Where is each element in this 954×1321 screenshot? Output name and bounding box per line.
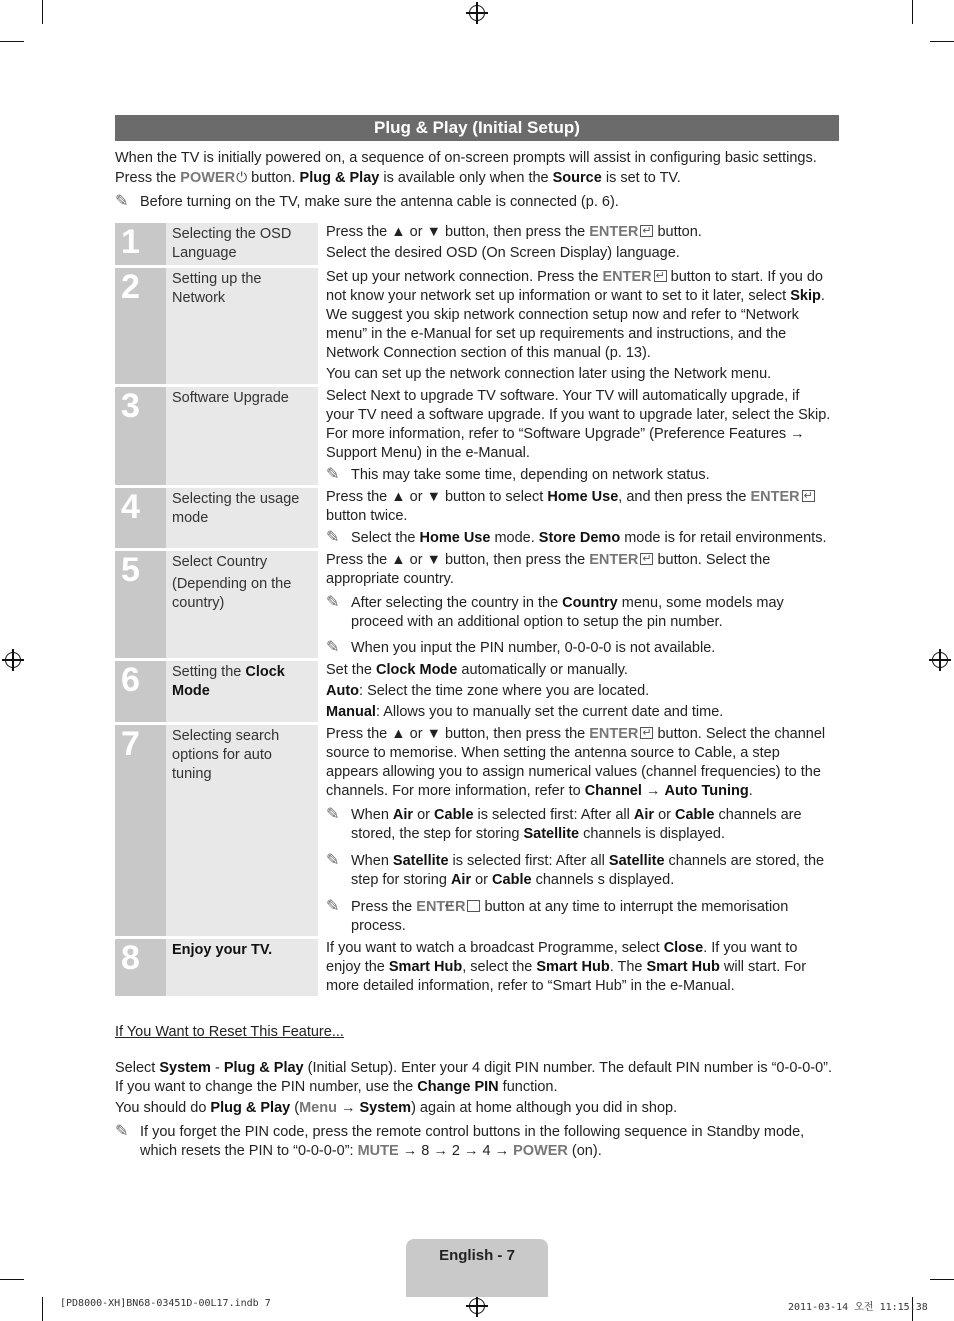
note-text: ✎ When Air or Cable is selected first: After all Air or Cable channels are stored, the step for storing Satellite channels is displayed.: [326, 805, 831, 844]
intro-text-part: button.: [247, 170, 300, 186]
table-row: [115, 488, 831, 548]
section-title: Plug & Play (Initial Setup): [115, 115, 839, 141]
steps-table: [115, 220, 831, 999]
step-label: Selecting search options for auto tuning: [166, 725, 318, 936]
step-description: Press the ▲ or ▼ button, then press the ENTER↵ button. Select the channel source to memorise. When setting the antenna source to Cable, a step appears allowing you to assign numerical values (channel frequencies) to the channels. For more information, refer to Channel → Auto Tuning. ✎ When Air or Cable is selected first: After all Air or Cable channels are stored, the step for storing Satellite channels is displayed. ✎ When Satellite is selected first: After all Satellite channels are stored, the step for storing Air or Cable channels s displayed. ✎ Press the ENTER↵ button at any time to interrupt the memorisation process.: [318, 725, 831, 936]
crop-mark: [42, 0, 43, 24]
enter-icon: [802, 490, 815, 502]
crop-mark: [42, 1297, 43, 1321]
enter-icon: [654, 270, 667, 282]
registration-mark-icon: [932, 652, 948, 668]
step-description: Press the ▲ or ▼ button, then press the ENTER↵ button. Select the appropriate country. ✎ After selecting the country in the Country menu, some models may proceed with an additional option to setup the pin number. ✎ When you input the PIN number, 0-0-0-0 is not available.: [318, 551, 831, 658]
intro-text-part: Press the: [115, 170, 181, 186]
crop-mark: [930, 1279, 954, 1280]
file-slug: [PD8000-XH]BN68-03451D-00L17.indb 7: [60, 1298, 271, 1309]
note-text: ✎ Press the ENTER↵ button at any time to interrupt the memorisation process.: [326, 897, 831, 936]
step-description: Press the ▲ or ▼ button to select Home Use, and then press the ENTER↵ button twice. ✎ Select the Home Use mode. Store Demo mode is for retail environments.: [318, 488, 831, 548]
registration-mark-icon: [469, 5, 485, 21]
note-text: ✎ Select the Home Use mode. Store Demo mode is for retail environments.: [326, 528, 831, 548]
step-label: Software Upgrade: [166, 387, 318, 485]
table-row: [115, 223, 831, 265]
intro-text-part: is available only when the: [379, 170, 553, 186]
reset-paragraph: Select System - Plug & Play (Initial Setup). Enter your 4 digit PIN number. The default PIN number is “0-0-0-0”. If you want to change the PIN number, use the Change PIN function.: [115, 1060, 833, 1095]
step-description: If you want to watch a broadcast Programme, select Close. If you want to enjoy the Smart Hub, select the Smart Hub. The Smart Hub will start. For more detailed information, refer to “Smart Hub” in the e-Manual.: [326, 940, 807, 994]
intro-line: When the TV is initially powered on, a sequence of on-screen prompts will assist in configuring basic settings.: [115, 150, 817, 166]
registration-mark-icon: [5, 652, 21, 668]
reset-heading: If You Want to Reset This Feature...: [115, 1024, 344, 1040]
note-text: ✎ When you input the PIN number, 0-0-0-0 is not available.: [326, 638, 831, 658]
step-description: Press the ▲ or ▼ button, then press the ENTER↵ button. Select the desired OSD (On Screen Display) language.: [318, 223, 831, 265]
note-text: ✎ After selecting the country in the Country menu, some models may proceed with an additional option to setup the pin number.: [326, 593, 831, 632]
table-row: [115, 268, 831, 384]
step-description: Set up your network connection. Press the ENTER↵ button to start. If you do not know your network set up information or want to set to it later, select Skip. We suggest you skip network connection setup now and refer to “Network menu” in the e-Manual for set up requirements and instructions, and the Network Connection section of this manual (p. 13). You can set up the network connection later using the Network menu.: [318, 268, 831, 384]
main-content: [115, 115, 839, 1161]
intro-note: ✎ Before turning on the TV, make sure the antenna cable is connected (p. 6).: [115, 192, 839, 212]
table-row: [115, 725, 831, 936]
step-label: Setting up the Network: [166, 268, 318, 384]
registration-mark-icon: [469, 1298, 485, 1314]
intro-text: [115, 149, 839, 188]
note-text: ✎ This may take some time, depending on network status.: [326, 465, 831, 485]
page-number: English - 7: [406, 1239, 548, 1297]
step-number: 7: [115, 725, 166, 936]
reset-paragraph: You should do Plug & Play (Menu → System) again at home although you did in shop.: [115, 1100, 678, 1116]
step-number: 4: [115, 488, 166, 548]
step-number: 8: [115, 939, 166, 996]
enter-icon: [640, 553, 653, 565]
step-description: Set the Clock Mode automatically or manually. Auto: Select the time zone where you are located. Manual: Allows you to manually set the current date and time.: [326, 662, 724, 720]
enter-icon: [640, 225, 653, 237]
table-row: [115, 387, 831, 485]
crop-mark: [930, 41, 954, 42]
step-label: Selecting the OSD Language: [166, 223, 318, 265]
step-number: 3: [115, 387, 166, 485]
step-description: Select Next to upgrade TV software. Your TV will automatically upgrade, if your TV need a software upgrade. If you want to upgrade later, select the Skip. For more information, refer to “Software Upgrade” (Preference Features → Support Menu) in the e-Manual. ✎ This may take some time, depending on network status.: [318, 387, 831, 485]
plug-play-label: Plug & Play: [299, 170, 380, 186]
power-icon: ⏻: [236, 169, 248, 185]
step-label: Select Country (Depending on the country): [166, 551, 318, 658]
enter-icon: [640, 727, 653, 739]
reset-note: ✎ If you forget the PIN code, press the remote control buttons in the following sequence in Standby mode, which resets the PIN to “0-0-0-0”: MUTE → 8 → 2 → 4 → POWER (on).: [115, 1122, 839, 1161]
table-row: [115, 551, 831, 658]
step-number: 1: [115, 223, 166, 265]
step-label: Selecting the usage mode: [166, 488, 318, 548]
table-row: [115, 939, 831, 996]
intro-text-part: is set to TV.: [601, 170, 681, 186]
step-number: 6: [115, 661, 166, 722]
crop-mark: [0, 1279, 24, 1280]
crop-mark: [912, 0, 913, 24]
source-label: Source: [552, 170, 602, 186]
date-slug: 2011-03-14 오전 11:15:38: [788, 1302, 928, 1313]
table-row: [115, 661, 831, 722]
step-label: Enjoy your TV.: [166, 939, 318, 996]
step-number: 5: [115, 551, 166, 658]
power-label: POWER: [180, 170, 236, 186]
crop-mark: [0, 41, 24, 42]
enter-icon: [467, 900, 480, 912]
step-number: 2: [115, 268, 166, 384]
step-label: Setting the Clock Mode: [166, 661, 318, 722]
note-text: ✎ When Satellite is selected first: After all Satellite channels are stored, the step for storing Air or Cable channels s displayed.: [326, 851, 831, 890]
